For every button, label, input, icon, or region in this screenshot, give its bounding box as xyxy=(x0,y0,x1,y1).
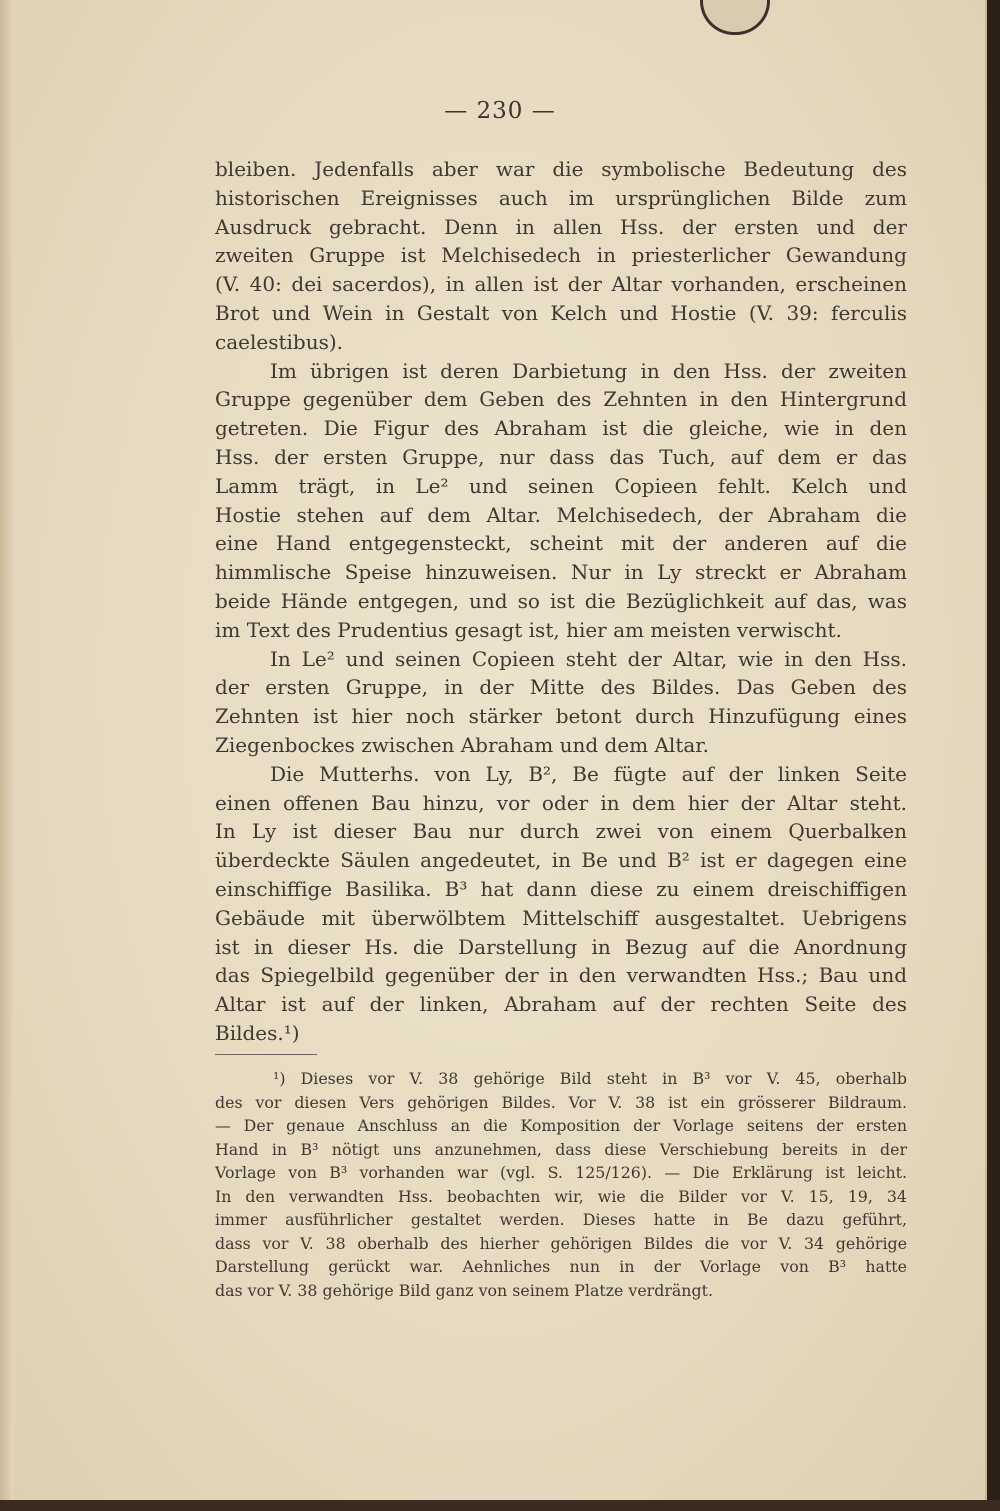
text-line: Lamm trägt, in Le² und seinen Copieen fehlt. Kelch und xyxy=(215,473,907,498)
text-line: das Spiegelbild gegenüber der in den verwandten Hss.; Bau und xyxy=(215,963,907,988)
text-line: caelestibus). xyxy=(215,329,343,354)
book-cover-bottom xyxy=(0,1500,1000,1511)
page-number: — 230 — xyxy=(444,98,556,124)
footnote-line: ¹) Dieses vor V. 38 gehörige Bild steht in B³ vor V. 45, oberhalb xyxy=(273,1069,907,1088)
text-line: Gebäude mit überwölbtem Mittelschiff ausgestaltet. Uebrigens xyxy=(215,905,907,930)
footnote-line: dass vor V. 38 oberhalb des hierher gehörigen Bildes die vor V. 34 gehörige xyxy=(215,1233,907,1253)
text-line: getreten. Die Figur des Abraham ist die gleiche, wie in den xyxy=(215,416,907,441)
text-line: Im übrigen ist deren Darbietung in den Hss. der zweiten xyxy=(270,358,907,383)
footnote-divider xyxy=(215,1054,317,1055)
text-line: eine Hand entgegensteckt, scheint mit der anderen auf die xyxy=(215,531,907,556)
bookmark-tab xyxy=(700,0,770,35)
footnotes xyxy=(215,1067,907,1302)
book-cover-edge xyxy=(985,0,1000,1511)
text-line: beide Hände entgegen, und so ist die Bezüglichkeit auf das, was xyxy=(215,588,907,613)
footnote-line: Vorlage von B³ vorhanden war (vgl. S. 125/126). — Die Erklärung ist leicht. xyxy=(215,1163,907,1182)
footnote-line: — Der genaue Anschluss an die Komposition der Vorlage seitens der ersten xyxy=(215,1116,907,1135)
text-line: Gruppe gegenüber dem Geben des Zehnten in den Hintergrund xyxy=(215,387,907,412)
footnote-line: immer ausführlicher gestaltet werden. Dieses hatte in Be dazu geführt, xyxy=(215,1210,907,1229)
text-line: Bildes.¹) xyxy=(215,1020,300,1045)
text-line: (V. 40: dei sacerdos), in allen ist der Altar vorhanden, erscheinen xyxy=(215,272,907,297)
text-line: bleiben. Jedenfalls aber war die symbolische Bedeutung des xyxy=(215,157,907,181)
text-line: der ersten Gruppe, in der Mitte des Bildes. Das Geben des xyxy=(215,675,907,700)
text-line: im Text des Prudentius gesagt ist, hier am meisten verwischt. xyxy=(215,617,842,642)
footnote-line: In den verwandten Hss. beobachten wir, wie die Bilder vor V. 15, 19, 34 xyxy=(215,1186,907,1206)
text-line: Ausdruck gebracht. Denn in allen Hss. der ersten und der xyxy=(215,214,907,239)
text-line: himmlische Speise hinzuweisen. Nur in Ly streckt er Abraham xyxy=(215,560,907,585)
text-line: ist in dieser Hs. die Darstellung in Bezug auf die Anordnung xyxy=(215,934,907,959)
body-text xyxy=(215,155,907,1048)
text-line: historischen Ereignisses auch im ursprünglichen Bilde zum xyxy=(215,185,907,210)
text-line: Brot und Wein in Gestalt von Kelch und Hostie (V. 39: ferculis xyxy=(215,300,907,325)
footnote-line: Darstellung gerückt war. Aehnliches nun in der Vorlage von B³ hatte xyxy=(215,1257,907,1276)
footnote-line: das vor V. 38 gehörige Bild ganz von seinem Platze verdrängt. xyxy=(215,1280,713,1300)
text-line: Ziegenbockes zwischen Abraham und dem Altar. xyxy=(215,732,710,757)
text-line: In Ly ist dieser Bau nur durch zwei von einem Querbalken xyxy=(215,819,907,844)
text-line: einschiffige Basilika. B³ hat dann diese zu einem dreischiffigen xyxy=(215,876,907,901)
footnote-line: des vor diesen Vers gehörigen Bildes. Vor V. 38 ist ein grösserer Bildraum. xyxy=(215,1092,907,1112)
text-line: überdeckte Säulen angedeutet, in Be und B² ist er dagegen eine xyxy=(215,848,907,873)
text-line: zweiten Gruppe ist Melchisedech in priesterlicher Gewandung xyxy=(215,243,907,268)
text-line: Altar ist auf der linken, Abraham auf der rechten Seite des xyxy=(215,992,907,1017)
text-line: Hostie stehen auf dem Altar. Melchisedech, der Abraham die xyxy=(215,502,907,527)
text-line: In Le² und seinen Copieen steht der Altar, wie in den Hss. xyxy=(270,646,907,671)
text-line: Die Mutterhs. von Ly, B², Be fügte auf der linken Seite xyxy=(270,761,907,786)
footnote-line: Hand in B³ nötigt uns anzunehmen, dass diese Verschiebung bereits in der xyxy=(215,1139,907,1159)
text-line: Zehnten ist hier noch stärker betont durch Hinzufügung eines xyxy=(215,704,907,729)
text-line: einen offenen Bau hinzu, vor oder in dem hier der Altar steht. xyxy=(215,790,907,815)
text-line: Hss. der ersten Gruppe, nur dass das Tuch, auf dem er das xyxy=(215,444,907,469)
binding-shadow xyxy=(0,0,14,1500)
